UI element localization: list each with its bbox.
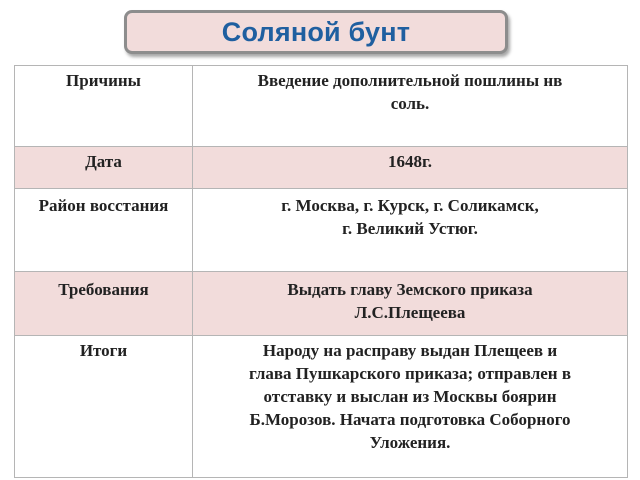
uprising-info-table	[14, 65, 628, 478]
row-value-date	[193, 147, 628, 189]
row-value-line: г. Москва, г. Курск, г. Соликамск,	[281, 196, 539, 215]
row-value-line: глава Пушкарского приказа; отправлен в	[248, 364, 572, 383]
row-value-causes	[193, 66, 628, 147]
table-row-causes	[15, 66, 628, 147]
row-value-line: Введение дополнительной пошлины нв	[257, 71, 563, 90]
slide-title: Соляной бунт	[221, 16, 411, 47]
row-value-line: Уложения.	[369, 433, 451, 452]
row-label-region: Район восстания	[15, 189, 193, 272]
row-label-causes: Причины	[15, 66, 193, 147]
row-value-line: Б.Морозов. Начата подготовка Соборного	[249, 410, 571, 429]
table-row-region	[15, 189, 628, 272]
title-banner	[124, 10, 508, 54]
table-row-date	[15, 147, 628, 189]
table-row-results	[15, 336, 628, 478]
row-value-line: Народу на расправу выдан Плещеев и	[262, 341, 558, 360]
row-label-date: Дата	[15, 147, 193, 189]
row-value-line: г. Великий Устюг.	[342, 219, 478, 238]
row-value-results	[193, 336, 628, 478]
table-row-demands	[15, 272, 628, 336]
row-value-line: отставку и выслан из Москвы боярин	[263, 387, 557, 406]
row-value-region	[193, 189, 628, 272]
row-value-line: Выдать главу Земского приказа	[287, 280, 533, 299]
row-value-line: 1648г.	[387, 152, 433, 171]
row-value-demands	[193, 272, 628, 336]
row-value-line: соль.	[390, 94, 430, 113]
row-label-demands: Требования	[15, 272, 193, 336]
row-label-results: Итоги	[15, 336, 193, 478]
row-value-line: Л.С.Плещеева	[354, 303, 466, 322]
